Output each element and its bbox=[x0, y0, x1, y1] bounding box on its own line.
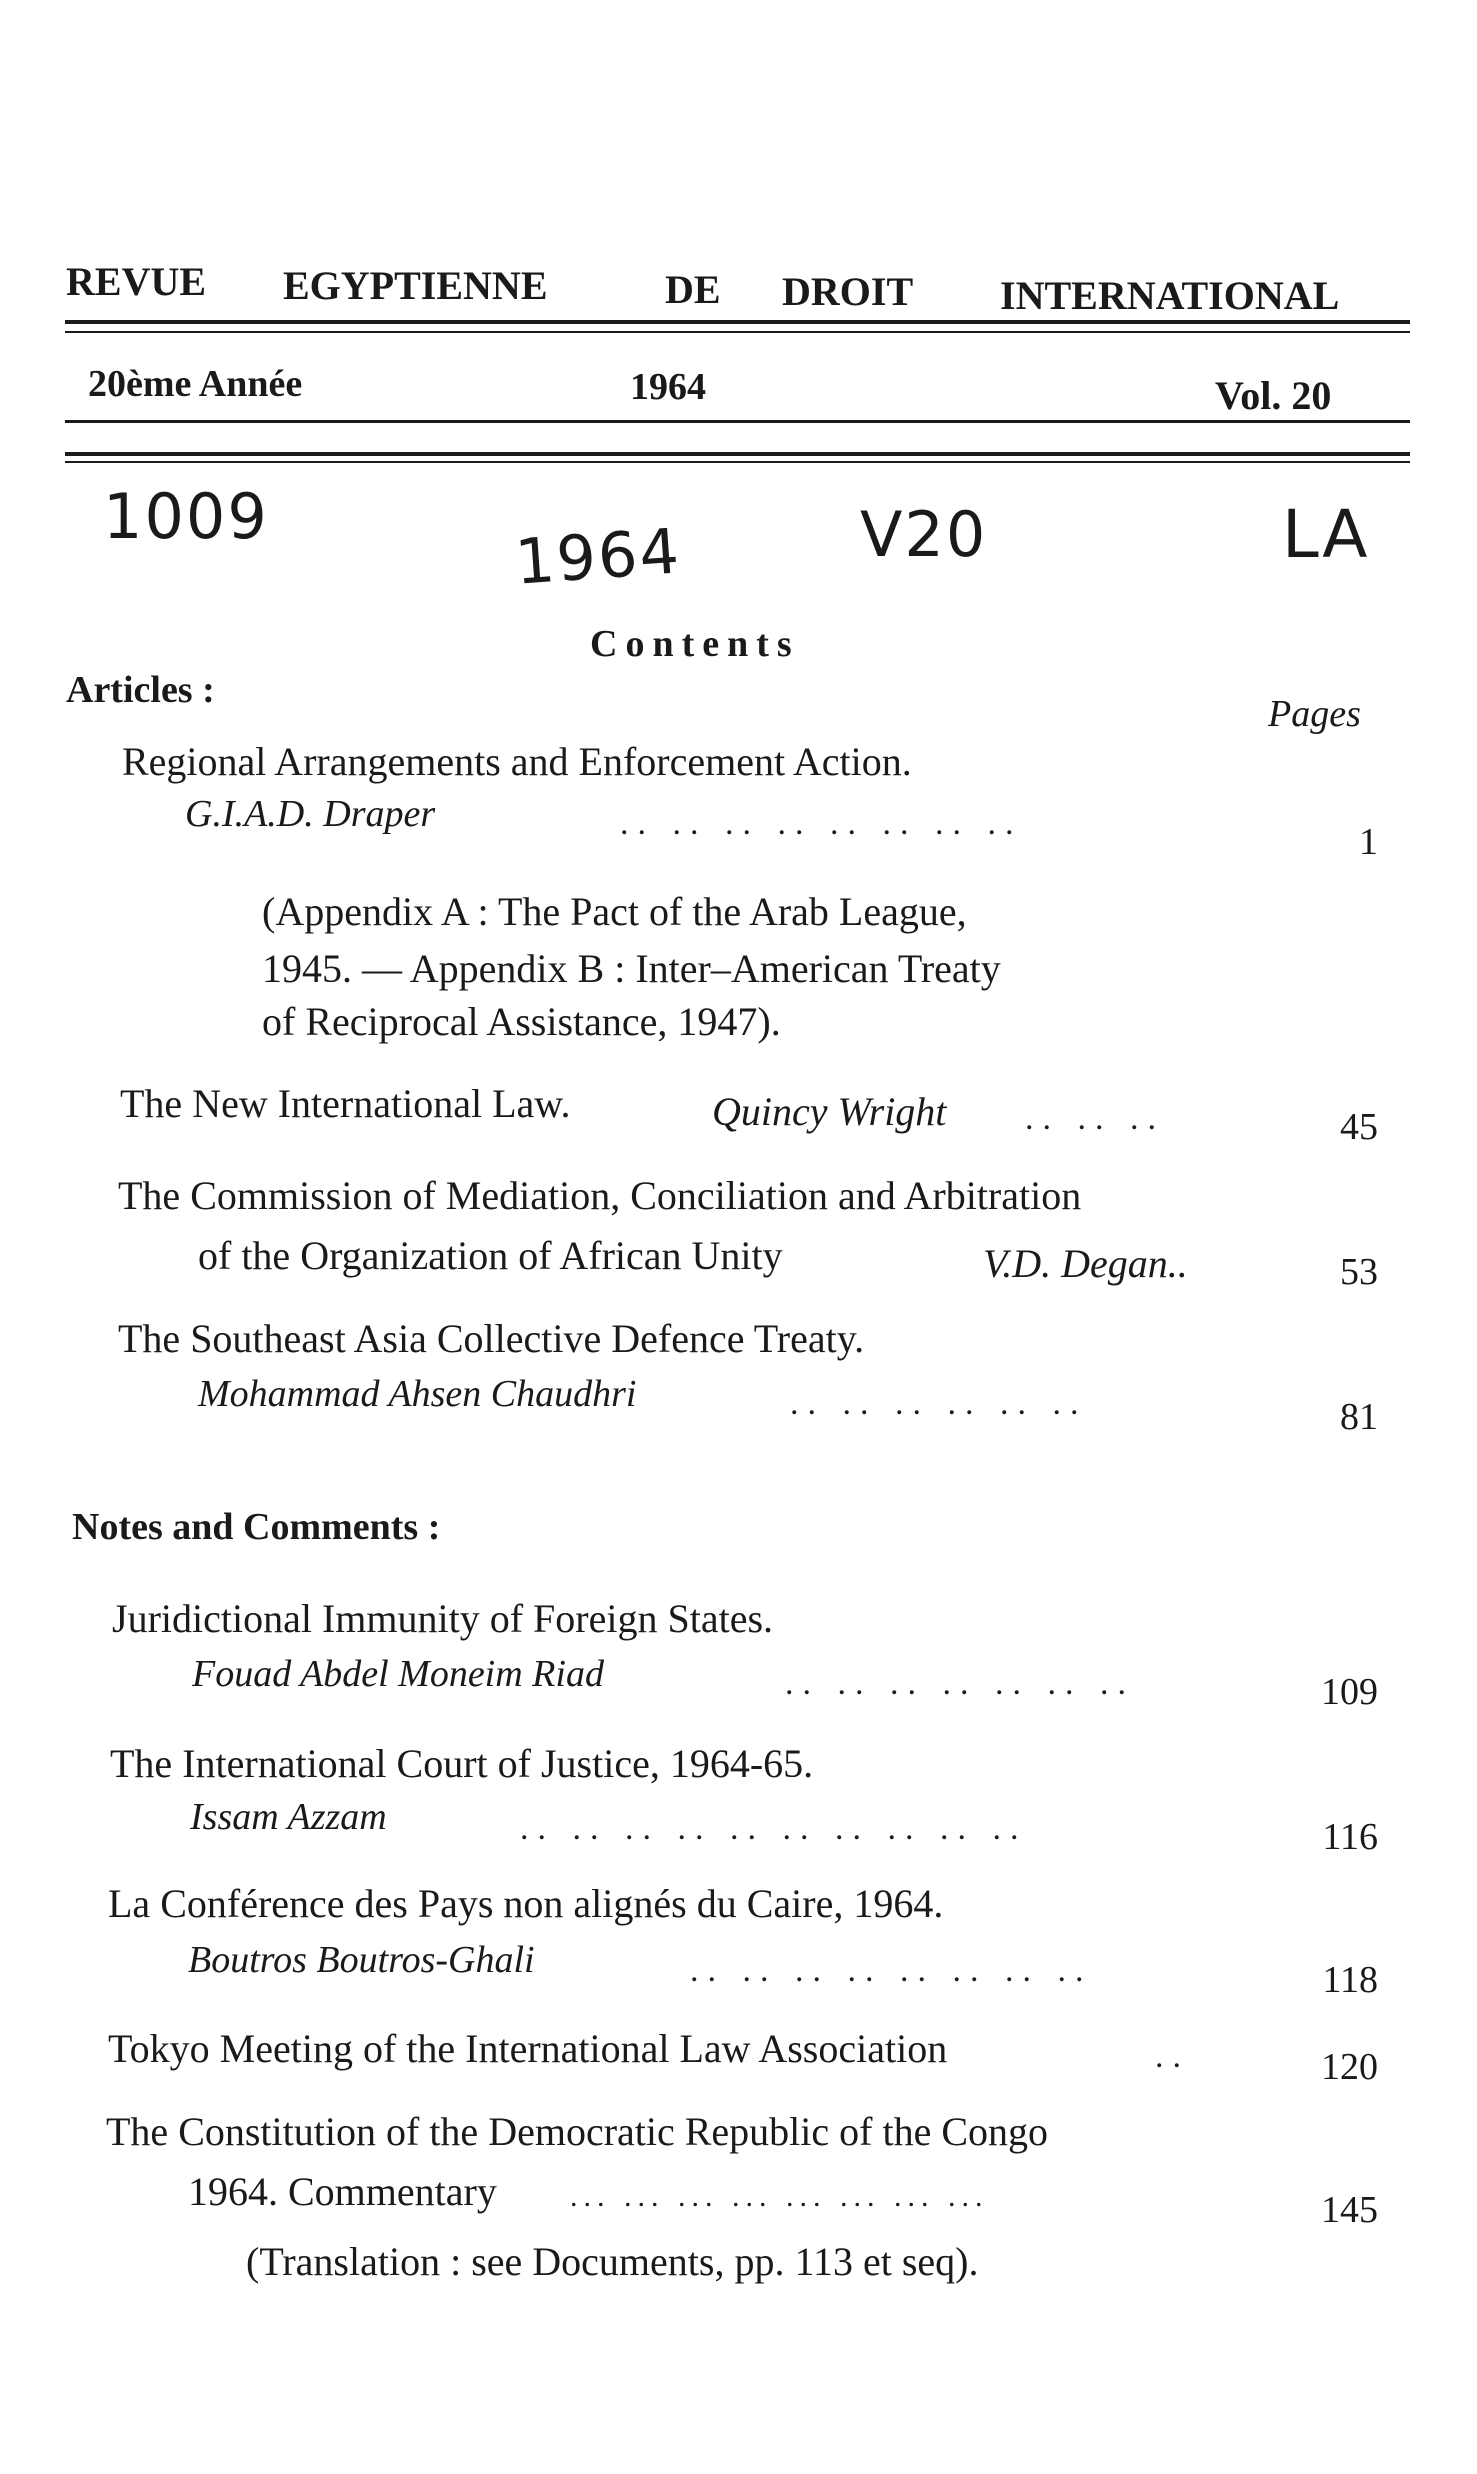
appendix-line-1: (Appendix A : The Pact of the Arab League, bbox=[262, 889, 967, 934]
article-1-author: G.I.A.D. Draper bbox=[185, 793, 436, 835]
articles-heading: Articles : bbox=[66, 669, 215, 711]
note-1-dots: .. .. .. .. .. .. .. bbox=[785, 1665, 1135, 1702]
handwritten-1964: 1964 bbox=[512, 514, 684, 599]
article-4-dots: .. .. .. .. .. .. bbox=[790, 1385, 1088, 1422]
translation-note: (Translation : see Documents, pp. 113 et seq). bbox=[246, 2239, 979, 2284]
journal-title-droit: DROIT bbox=[782, 269, 914, 314]
note-4-title[interactable]: Tokyo Meeting of the International Law Association bbox=[108, 2026, 948, 2071]
appendix-line-3: of Reciprocal Assistance, 1947). bbox=[262, 999, 781, 1044]
handwritten-la: LA bbox=[1282, 496, 1370, 573]
article-3-page: 53 bbox=[1340, 1251, 1378, 1293]
article-4-page: 81 bbox=[1340, 1396, 1378, 1438]
note-3-dots: .. .. .. .. .. .. .. .. bbox=[690, 1952, 1093, 1989]
volume: Vol. 20 bbox=[1215, 373, 1332, 418]
pages-label: Pages bbox=[1268, 693, 1361, 735]
note-2-title[interactable]: The International Court of Justice, 1964-65. bbox=[110, 1741, 814, 1786]
header-rule-bottom-2 bbox=[65, 452, 1410, 456]
note-4-dots: .. bbox=[1155, 2038, 1190, 2075]
note-2-author: Issam Azzam bbox=[190, 1796, 387, 1838]
year-label: 20ème Année bbox=[88, 363, 303, 405]
year: 1964 bbox=[630, 366, 706, 408]
note-3-author: Boutros Boutros-Ghali bbox=[188, 1939, 535, 1981]
article-2-dots: .. .. .. bbox=[1025, 1100, 1165, 1137]
header-rule-bottom-3 bbox=[65, 461, 1410, 463]
article-4-author: Mohammad Ahsen Chaudhri bbox=[198, 1373, 637, 1415]
note-2-page: 116 bbox=[1322, 1816, 1378, 1858]
article-3-author: V.D. Degan.. bbox=[983, 1241, 1188, 1286]
article-2-title[interactable]: The New International Law. bbox=[120, 1081, 571, 1126]
header-rule-top-1 bbox=[65, 320, 1410, 324]
handwritten-1009: 1009 bbox=[103, 480, 269, 553]
note-4-page: 120 bbox=[1321, 2046, 1378, 2088]
article-1-page: 1 bbox=[1359, 821, 1378, 863]
appendix-line-2: 1945. — Appendix B : Inter–American Treaty bbox=[262, 946, 1001, 991]
article-2-author: Quincy Wright bbox=[712, 1089, 947, 1134]
header-rule-bottom-1 bbox=[65, 420, 1410, 423]
note-5-title[interactable]: The Constitution of the Democratic Republic of the Congo bbox=[106, 2109, 1049, 2154]
notes-heading: Notes and Comments : bbox=[72, 1506, 441, 1548]
note-1-author: Fouad Abdel Moneim Riad bbox=[192, 1653, 604, 1695]
note-3-page: 118 bbox=[1322, 1959, 1378, 2001]
note-2-dots: .. .. .. .. .. .. .. .. .. .. bbox=[520, 1810, 1028, 1847]
note-5-title-line-2: 1964. Commentary bbox=[188, 2169, 497, 2214]
article-1-title[interactable]: Regional Arrangements and Enforcement Action. bbox=[122, 739, 912, 784]
journal-title-egyptienne: EGYPTIENNE bbox=[283, 263, 548, 308]
contents-heading: Contents bbox=[590, 623, 800, 665]
note-5-dots: ... ... ... ... ... ... ... ... bbox=[570, 2180, 989, 2213]
handwritten-v20: V20 bbox=[860, 498, 988, 571]
journal-title-international: INTERNATIONAL bbox=[1000, 273, 1340, 318]
article-3-title[interactable]: The Commission of Mediation, Conciliation and Arbitration bbox=[118, 1173, 1082, 1218]
note-1-title[interactable]: Juridictional Immunity of Foreign States. bbox=[112, 1596, 774, 1641]
note-3-title[interactable]: La Conférence des Pays non alignés du Caire, 1964. bbox=[108, 1881, 944, 1926]
journal-title-de: DE bbox=[665, 267, 721, 312]
article-3-title-line-2: of the Organization of African Unity bbox=[198, 1233, 783, 1278]
article-2-page: 45 bbox=[1340, 1106, 1378, 1148]
journal-title-revue: REVUE bbox=[66, 259, 207, 304]
note-1-page: 109 bbox=[1321, 1671, 1378, 1713]
article-1-dots: .. .. .. .. .. .. .. .. bbox=[620, 805, 1023, 842]
note-5-page: 145 bbox=[1321, 2189, 1378, 2231]
header-rule-top-2 bbox=[65, 331, 1410, 333]
article-4-title[interactable]: The Southeast Asia Collective Defence Treaty. bbox=[118, 1316, 865, 1361]
